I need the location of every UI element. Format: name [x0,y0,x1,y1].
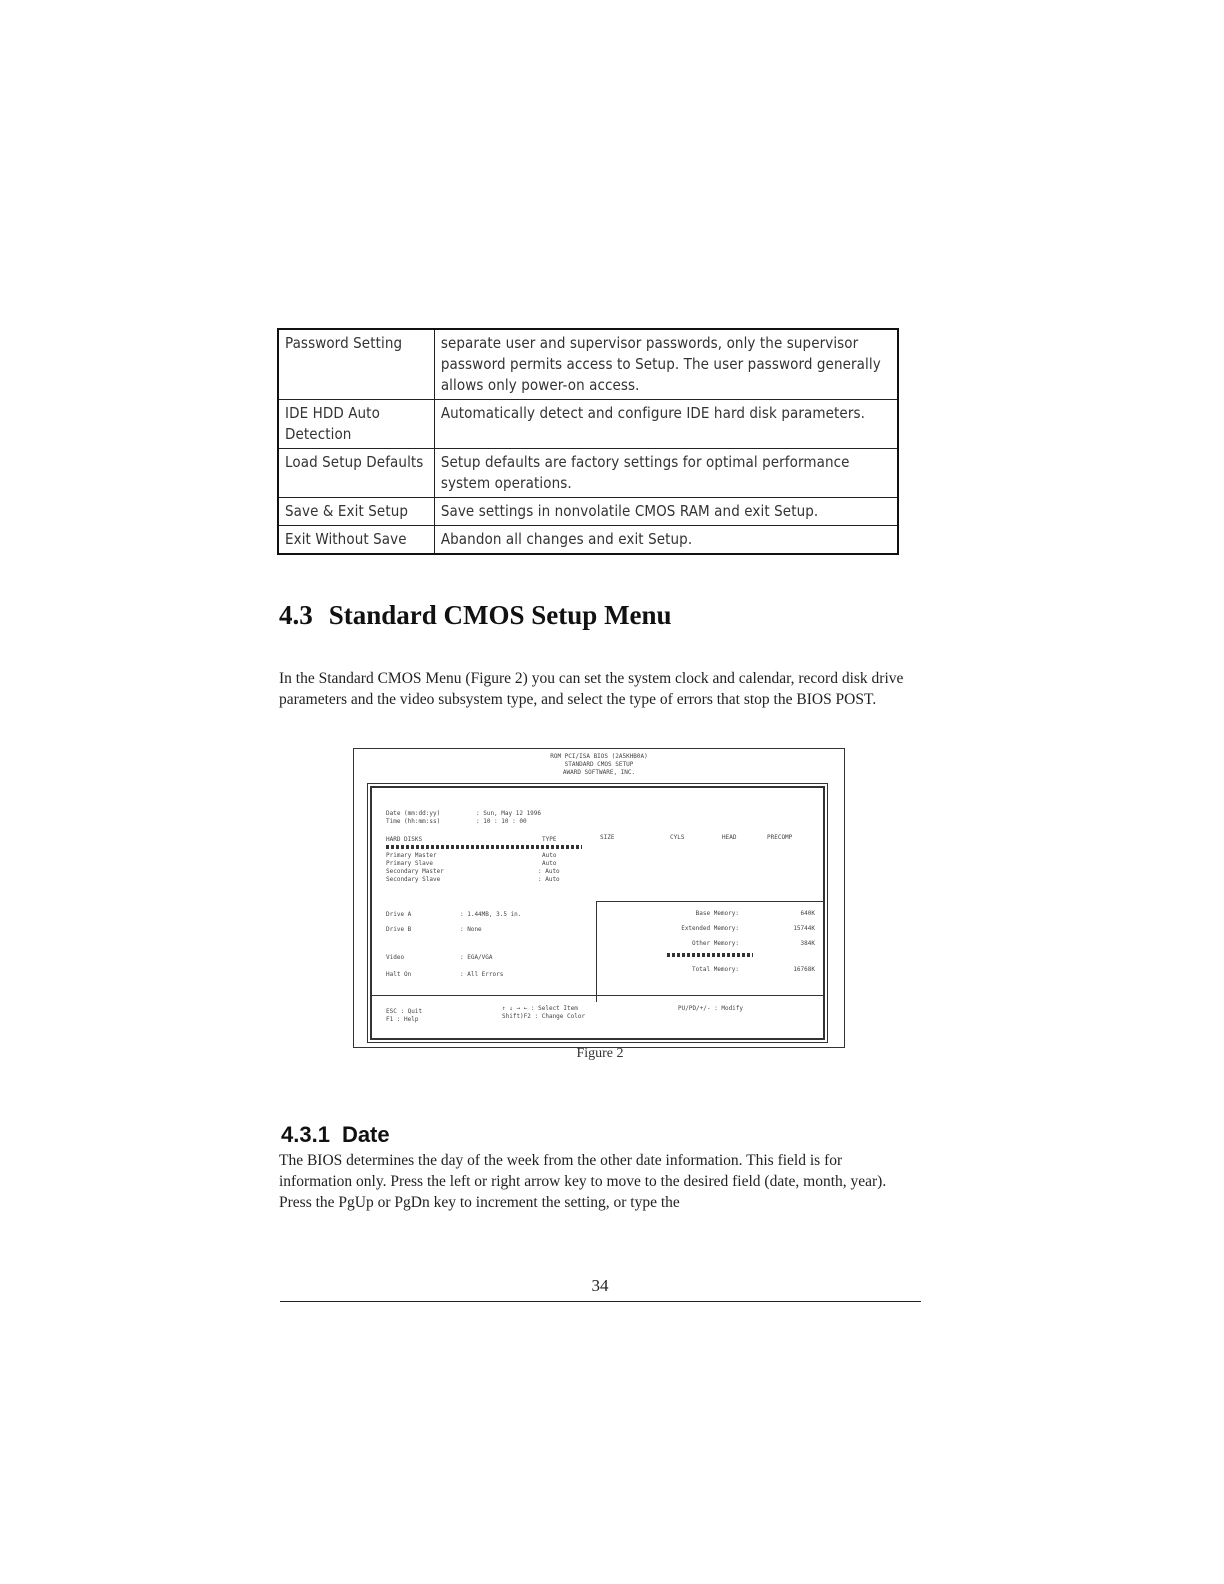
table-row [278,329,898,400]
memory-value: 384K [800,940,815,947]
floppy-value: : None [460,926,482,933]
key-modify: PU/PD/+/- : Modify [678,1005,744,1012]
key-f1: F1 : Help [386,1016,419,1023]
hdd-col-precomp: PRECOMP [767,834,793,841]
table-row [278,498,898,526]
memory-label: Extended Memory: [681,925,739,932]
hdd-col-size: SIZE [600,834,615,841]
hdd-col-type: TYPE [542,836,557,843]
subsection-number: 4.3.1 [281,1122,330,1147]
drive-name: Secondary Slave [386,876,441,883]
memory-value: 640K [800,910,815,917]
memory-label: Total Memory: [692,966,739,973]
subsection-heading [281,1122,390,1148]
key-arrows: ↑ ↓ → ← : Select Item [502,1005,578,1012]
drive-name: Primary Master [386,852,437,859]
table-row [278,449,898,498]
option-description: separate user and supervisor passwords, only the supervisor password permits access to Setup. The user password generally allows only power-on access. [434,329,898,400]
drive-name: Secondary Master [386,868,444,875]
memory-label: Other Memory: [692,940,739,947]
video-value: : EGA/VGA [460,954,493,961]
drive-name: Primary Slave [386,860,433,867]
option-name: Exit Without Save [278,526,434,555]
page-number: 34 [591,1276,609,1295]
date-value: : Sun, May 12 1996 [476,810,542,817]
hdd-col-disks: HARD DISKS [386,836,423,843]
bios-setup-panel [370,786,825,1040]
video-label: Video [386,954,405,961]
option-description: Save settings in nonvolatile CMOS RAM and exit Setup. [434,498,898,526]
option-description: Automatically detect and configure IDE hard disk parameters. [434,400,898,449]
option-name: Load Setup Defaults [278,449,434,498]
option-description: Abandon all changes and exit Setup. [434,526,898,555]
key-shift: Shift)F2 : Change Color [502,1013,586,1020]
halt-label: Halt On [386,971,412,978]
halt-value: : All Errors [460,971,504,978]
memory-box [596,901,823,1002]
intro-paragraph: In the Standard CMOS Menu (Figure 2) you can set the system clock and calendar, record disk drive parameters and the video subsystem type, and select the type of errors that stop the BIOS POST. [279,670,904,708]
option-description: Setup defaults are factory settings for optimal performance system operations. [434,449,898,498]
floppy-label: Drive A [386,911,412,918]
floppy-label: Drive B [386,926,412,933]
time-value: : 10 : 10 : 00 [476,818,527,825]
bios-header-line: ROM PCI/ISA BIOS (2A5KHB0A) [550,753,648,760]
option-name: Password Setting [278,329,434,400]
bios-header-line: STANDARD CMOS SETUP [564,761,634,768]
bios-header-line: AWARD SOFTWARE, INC. [562,769,636,776]
option-name: IDE HDD Auto Detection [278,400,434,449]
figure-caption: Figure 2 [576,1046,624,1061]
hdd-header-rule [386,845,582,849]
drive-type: : Auto [538,876,560,883]
bios-screen-figure [353,748,845,1048]
memory-label: Base Memory: [695,910,739,917]
section-title: Standard CMOS Setup Menu [328,600,672,630]
drive-type: Auto [542,852,557,859]
hdd-col-cyls: CYLS [670,834,685,841]
table-row [278,400,898,449]
memory-value: 16768K [793,966,815,973]
footer-rule [280,1301,921,1302]
key-esc: ESC : Quit [386,1008,423,1015]
section-number: 4.3 [279,600,313,630]
bios-header [354,753,844,777]
section-heading [279,600,672,631]
subsection-title: Date [341,1122,390,1147]
time-label: Time (hh:mm:ss) [386,818,441,825]
drive-type: Auto [542,860,557,867]
hdd-col-head: HEAD [722,834,737,841]
memory-rule [667,953,753,957]
option-name: Save & Exit Setup [278,498,434,526]
memory-value: 15744K [793,925,815,932]
floppy-value: : 1.44MB, 3.5 in. [460,911,522,918]
bios-key-legend [372,995,823,1036]
date-label: Date (mm:dd:yy) [386,810,441,817]
drive-type: : Auto [538,868,560,875]
date-paragraph: The BIOS determines the day of the week from the other date information. This field is for information only. Press the left or right arrow key to move to the desired field (date, month, year). Press the PgUp or PgDn key to increment the setting, or type the [279,1152,887,1211]
options-table [277,328,899,555]
table-row [278,526,898,555]
